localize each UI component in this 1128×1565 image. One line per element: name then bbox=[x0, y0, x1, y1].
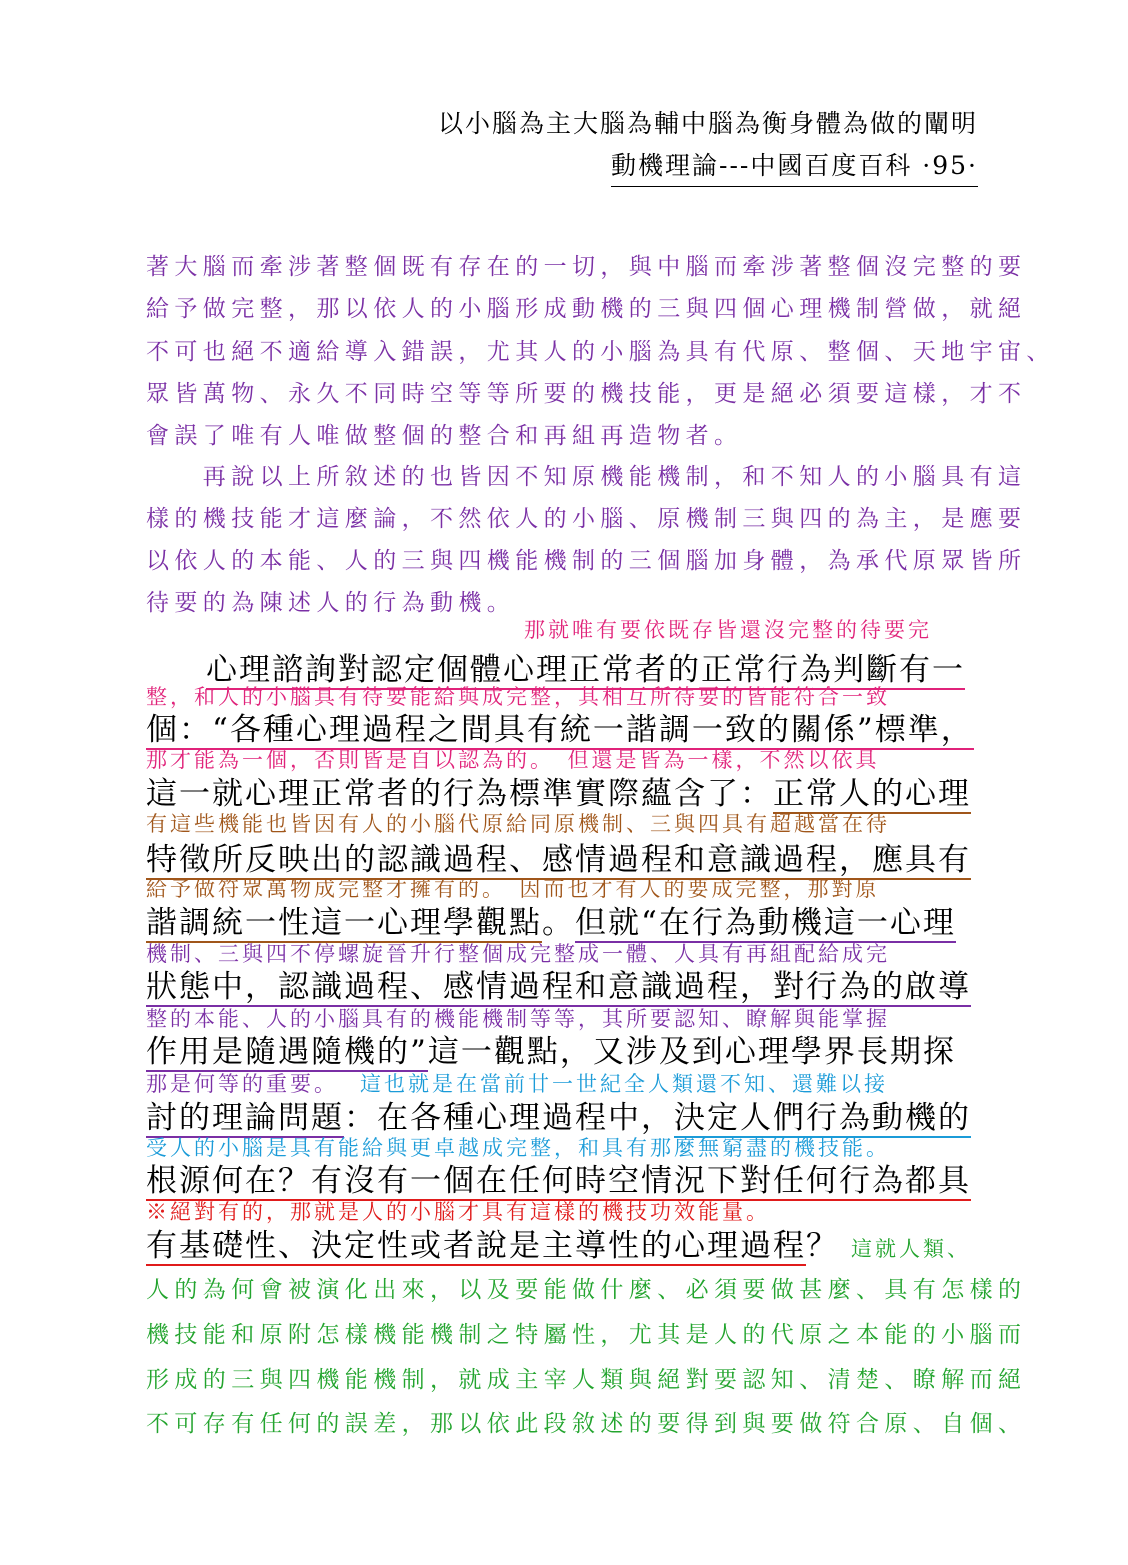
para2-line-2: 樣的機技能才這麼論，不然依人的小腦、原機制三與四的為主，是應要 bbox=[146, 506, 1027, 532]
quote-line-9-text: 根源何在？有沒有一個在任何時空情況下對任何行為都具 bbox=[146, 1163, 971, 1199]
quote-line-6 bbox=[146, 961, 986, 1006]
quote-line-8a-text: 討的理論問題 bbox=[146, 1100, 344, 1136]
annotation-6: 整的本能、人的小腦具有的機能機制等等，其所要認知、瞭解與能掌握 bbox=[146, 1007, 890, 1031]
para1-line-3: 不可也絕不適給導入錯誤，尤其人的小腦為具有代原、整個、天地宇宙、 bbox=[146, 339, 1055, 365]
para2-line-3: 以依人的本能、人的三與四機能機制的三個腦加身體，為承代原眾皆所 bbox=[146, 548, 1027, 574]
annotation-1: 整，和人的小腦具有待要能給與成完整，其相互所待要的皆能符合一致 bbox=[146, 685, 890, 709]
quote-line-6-text: 狀態中，認識過程、感情過程和意識過程，對行為的啟導 bbox=[146, 969, 971, 1005]
quote-line-9 bbox=[146, 1155, 986, 1200]
quote-line-3 bbox=[146, 768, 986, 813]
running-header-title: 以小腦為主大腦為輔中腦為衡身體為做的闡明 bbox=[437, 109, 978, 138]
quote-line-7 bbox=[146, 1026, 986, 1071]
annotation-7b: 這也就是在當前廿一世紀全人類還不知、還難以接 bbox=[360, 1072, 888, 1096]
quote-line-8b-text: ：在各種心理過程中， bbox=[344, 1100, 674, 1136]
quote-line-1-text: 心理諮詢對認定個體心理正常者的正常行為判斷有一 bbox=[206, 652, 965, 688]
quote-line-4-text: 特徵所反映出的認識過程、感情過程和意識過程，應具有 bbox=[146, 842, 971, 878]
para1-line-2: 給予做完整，那以依人的小腦形成動機的三與四個心理機制營做，就絕 bbox=[146, 296, 1027, 322]
quote-line-5a-text: 諧調統一性這一心理學觀點 bbox=[146, 905, 542, 941]
quote-line-5c-text: 但就“在行為動機這一心理 bbox=[575, 905, 956, 941]
quote-line-7a-text: 作用是隨遇隨機的” bbox=[146, 1034, 428, 1070]
quote-line-3b-text: 正常人的心理 bbox=[773, 776, 971, 812]
para3-line-1: 人的為何會被演化出來，以及要能做什麼、必須要做甚麼、具有怎樣的 bbox=[146, 1277, 1027, 1303]
quote-line-5 bbox=[146, 897, 986, 942]
para2-line-1: 再說以上所敘述的也皆因不知原機能機制，和不知人的小腦具有這 bbox=[146, 464, 1027, 490]
quote-line-10c-text: 這就人類、 bbox=[851, 1237, 971, 1261]
annotation-0: 那就唯有要依既存皆還沒完整的待要完 bbox=[524, 618, 932, 642]
quote-line-10b-text: ？ bbox=[806, 1228, 839, 1264]
quote-line-8c-text: 決定人們行為動機的 bbox=[674, 1100, 971, 1136]
annotation-8: 受人的小腦是具有能給與更卓越成完整，和具有那麼無窮盡的機技能。 bbox=[146, 1136, 890, 1160]
annotation-9: ※絕對有的，那就是人的小腦才具有這樣的機技功效能量。 bbox=[146, 1200, 770, 1224]
para1-line-1: 著大腦而牽涉著整個既有存在的一切，與中腦而牽涉著整個沒完整的要 bbox=[146, 254, 1027, 280]
annotation-5: 機制、三與四不停螺旋晉升行整個成完整成一體、人具有再組配給成完 bbox=[146, 942, 890, 966]
para2-line-4: 待要的為陳述人的行為動機。 bbox=[146, 590, 516, 616]
quote-line-8 bbox=[146, 1092, 986, 1137]
annotation-7a: 那是何等的重要。 bbox=[146, 1072, 338, 1096]
quote-line-2-text: 個：“各種心理過程之間具有統一諧調一致的關係”標準， bbox=[146, 712, 974, 748]
para1-line-5: 會誤了唯有人唯做整個的整合和再組再造物者。 bbox=[146, 423, 743, 449]
annotation-4: 給予做符眾萬物成完整才擁有的。 因而也才有人的要成完整，那對原 bbox=[146, 877, 880, 901]
para3-line-3: 形成的三與四機能機制，就成主宰人類與絕對要認知、清楚、瞭解而絕 bbox=[146, 1367, 1027, 1393]
running-header-subtitle-page: 動機理論---中國百度百科 ·95· bbox=[611, 146, 978, 187]
quote-line-10a-text: 有基礎性、決定性或者說是主導性的心理過程 bbox=[146, 1228, 806, 1264]
annotation-2: 那才能為一個，否則皆是自以認為的。 但還是皆為一樣，不然以依具 bbox=[146, 748, 880, 772]
quote-line-10 bbox=[146, 1220, 986, 1265]
quote-line-5b-text: 。 bbox=[542, 905, 575, 941]
para3-line-4: 不可存有任何的誤差，那以依此段敘述的要得到與要做符合原、自個、 bbox=[146, 1411, 1027, 1437]
para3-line-2: 機技能和原附怎樣機能機制之特屬性，尤其是人的代原之本能的小腦而 bbox=[146, 1322, 1027, 1348]
quote-line-3a-text: 這一就心理正常者的行為標準實際蘊含了： bbox=[146, 776, 773, 812]
annotation-3: 有這些機能也皆因有人的小腦代原給同原機制、三與四具有超越當在待 bbox=[146, 812, 890, 836]
quote-line-2 bbox=[146, 704, 986, 749]
para1-line-4: 眾皆萬物、永久不同時空等等所要的機技能，更是絕必須要這樣，才不 bbox=[146, 381, 1027, 407]
quote-line-7b-text: 這一觀點，又涉及到心理學界長期探 bbox=[427, 1034, 956, 1070]
